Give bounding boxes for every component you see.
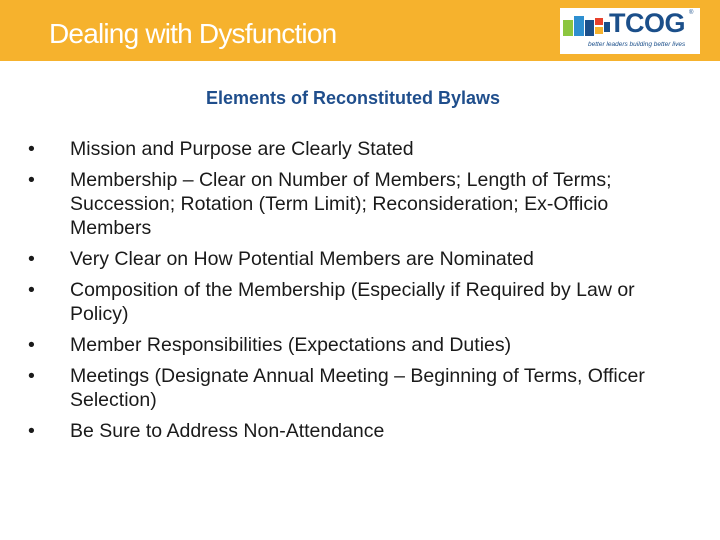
header-bar <box>0 0 720 61</box>
bullet-text: Composition of the Membership (Especially if Required by Law or Policy) <box>70 279 635 325</box>
bullet-text: Be Sure to Address Non-Attendance <box>70 420 385 442</box>
tcog-logo-icon <box>563 14 611 42</box>
bullet-item <box>28 247 678 271</box>
bullet-icon: • <box>28 138 35 160</box>
logo-trademark: ® <box>689 10 694 16</box>
bullet-icon: • <box>28 279 35 301</box>
bullet-item <box>28 168 678 240</box>
bullet-text: Member Responsibilities (Expectations and Duties) <box>70 334 512 356</box>
bullet-list <box>28 137 678 450</box>
bullet-item <box>28 137 678 161</box>
bullet-item <box>28 364 678 412</box>
logo-tagline: better leaders building better lives <box>588 41 686 48</box>
bullet-item <box>28 419 678 443</box>
bullet-text: Meetings (Designate Annual Meeting – Beginning of Terms, Officer Selection) <box>70 365 645 411</box>
bullet-icon: • <box>28 420 35 442</box>
logo-wordmark: TCOG <box>609 8 685 38</box>
bullet-text: Membership – Clear on Number of Members; Length of Terms; Succession; Rotation (Term Limit); Reconsideration; Ex-Officio Members <box>70 169 612 239</box>
bullet-text: Very Clear on How Potential Members are Nominated <box>70 248 534 270</box>
slide-subtitle: Elements of Reconstituted Bylaws <box>205 88 501 108</box>
tcog-logo <box>560 8 700 54</box>
slide-title: Dealing with Dysfunction <box>49 18 337 49</box>
bullet-text: Mission and Purpose are Clearly Stated <box>70 138 414 160</box>
bullet-item <box>28 278 678 326</box>
bullet-icon: • <box>28 248 35 270</box>
bullet-item <box>28 333 678 357</box>
bullet-icon: • <box>28 169 35 191</box>
bullet-icon: • <box>28 365 35 387</box>
bullet-icon: • <box>28 334 35 356</box>
